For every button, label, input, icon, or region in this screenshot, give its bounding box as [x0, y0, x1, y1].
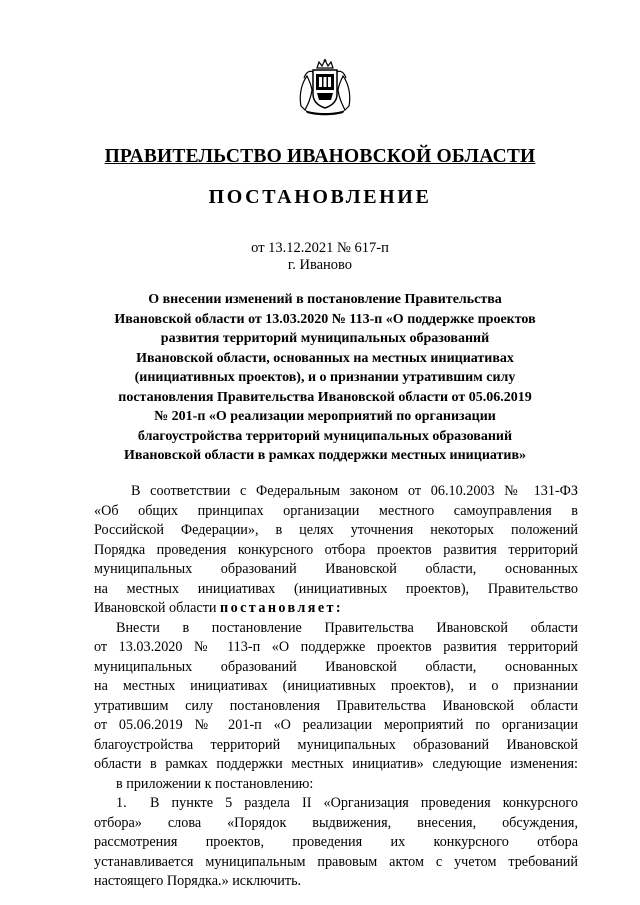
body-line: В соответствии с Федеральным законом от 06.10.2003 № 131-ФЗ — [131, 483, 578, 499]
heading-line: постановления Правительства Ивановской области от 05.06.2019 — [118, 389, 532, 405]
resolution-keyword: постановляет: — [220, 600, 344, 616]
body-line: на местных инициативах (инициативных проектов), Правительство — [94, 580, 578, 597]
body-line: «Об общих принципах организации местного самоуправления в — [94, 502, 578, 519]
body-line: муниципальных образований Ивановской области, основанных — [94, 658, 578, 675]
document-body — [94, 482, 578, 892]
coat-of-arms-icon — [295, 58, 355, 116]
body-line: утратившим силу постановления Правительства Ивановской области — [94, 697, 578, 714]
body-line: благоустройства территорий муниципальных образований Ивановской — [94, 736, 578, 753]
body-line: отбора» слова «Порядок выдвижения, внесения, обсуждения, — [94, 814, 578, 831]
heading-line: О внесении изменений в постановление Правительства — [148, 292, 502, 307]
body-line: устанавливается муниципальным правовым актом с учетом требований — [94, 853, 578, 870]
list-item — [94, 794, 578, 814]
body-line: на местных инициативах (инициативных проектов), и о признании — [94, 678, 578, 694]
government-title: ПРАВИТЕЛЬСТВО ИВАНОВСКОЙ ОБЛАСТИ — [104, 146, 536, 167]
heading-line: Ивановской области, основанных на местных инициативах — [136, 350, 514, 366]
date-block — [0, 240, 640, 274]
body-line: Внести в постановление Правительства Ивановской области — [116, 619, 578, 636]
body-line: муниципальных образований Ивановской области, основанных — [94, 561, 578, 577]
body-line: области в рамках поддержки местных инициатив» следующие изменения: — [94, 756, 578, 772]
document-type: ПОСТАНОВЛЕНИЕ — [208, 186, 432, 208]
body-line: Российской Федерации», в целях уточнения некоторых положений — [94, 522, 578, 538]
date-number: от 13.12.2021 № 617-п — [251, 240, 389, 256]
heading-line: Ивановской области в рамках поддержки местных инициатив» — [123, 448, 527, 463]
body-line: в приложении к постановлению: — [116, 775, 314, 792]
document-heading — [90, 291, 560, 467]
heading-line: (инициативных проектов), и о признании утратившим силу — [134, 370, 516, 385]
body-line: настоящего Порядка.» исключить. — [94, 873, 302, 889]
heading-line: № 201-п «О реализации мероприятий по организации — [154, 409, 496, 424]
body-line: рассмотрения проектов, проведения их конкурсного отбора — [94, 834, 578, 850]
body-line — [94, 599, 578, 619]
body-line: Порядка проведения конкурсного отбора проектов развития территорий — [94, 541, 578, 558]
body-line: от 05.06.2019 № 201-п «О реализации мероприятий по организации — [94, 717, 578, 733]
item-number: 1. — [116, 795, 127, 811]
heading-line: развития территорий муниципальных образований — [160, 331, 490, 346]
city: г. Иваново — [287, 257, 353, 273]
body-line: от 13.03.2020 № 113-п «О поддержке проектов развития территорий — [94, 639, 578, 655]
body-text: Ивановской области — [94, 600, 221, 616]
heading-line: благоустройства территорий муниципальных образований — [137, 428, 513, 444]
item-text: В пункте 5 раздела II «Организация проведения конкурсного — [150, 795, 578, 811]
heading-line: Ивановской области от 13.03.2020 № 113-п «О поддержке проектов — [114, 311, 536, 327]
